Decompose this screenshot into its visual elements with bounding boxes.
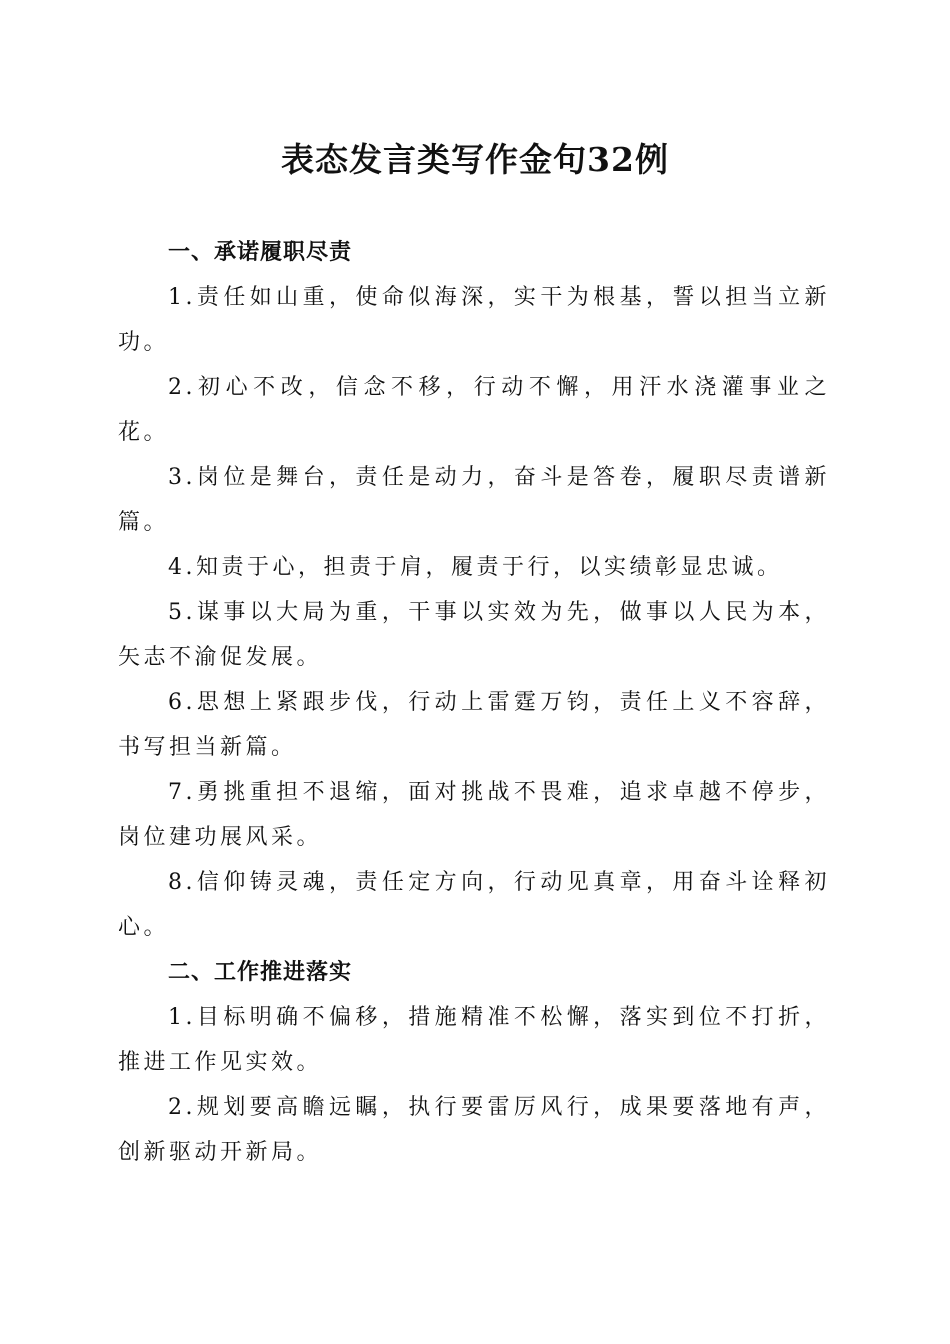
document-body	[118, 230, 830, 1175]
section-1-item-6: 6.思想上紧跟步伐，行动上雷霆万钧，责任上义不容辞，书写担当新篇。	[118, 690, 830, 760]
section-2-item-1: 1.目标明确不偏移，措施精准不松懈，落实到位不打折，推进工作见实效。	[118, 1005, 830, 1075]
document-title: 表态发言类写作金句32例	[281, 140, 669, 179]
section-1-item-5: 5.谋事以大局为重，干事以实效为先，做事以人民为本，矢志不渝促发展。	[118, 600, 830, 670]
section-heading-1: 一、承诺履职尽责	[168, 240, 353, 265]
section-2-item-2: 2.规划要高瞻远瞩，执行要雷厉风行，成果要落地有声，创新驱动开新局。	[118, 1095, 830, 1165]
section-1-item-1: 1.责任如山重，使命似海深，实干为根基，誓以担当立新功。	[118, 285, 830, 355]
section-1-item-3: 3.岗位是舞台，责任是动力，奋斗是答卷，履职尽责谱新篇。	[118, 465, 830, 535]
section-1-item-8: 8.信仰铸灵魂，责任定方向，行动见真章，用奋斗诠释初心。	[118, 870, 830, 940]
section-1-item-2: 2.初心不改，信念不移，行动不懈，用汗水浇灌事业之花。	[118, 375, 830, 445]
section-1-item-7: 7.勇挑重担不退缩，面对挑战不畏难，追求卓越不停步，岗位建功展风采。	[118, 780, 830, 850]
section-heading-2: 二、工作推进落实	[168, 960, 353, 985]
section-1-item-4: 4.知责于心，担责于肩，履责于行，以实绩彰显忠诚。	[168, 555, 783, 580]
